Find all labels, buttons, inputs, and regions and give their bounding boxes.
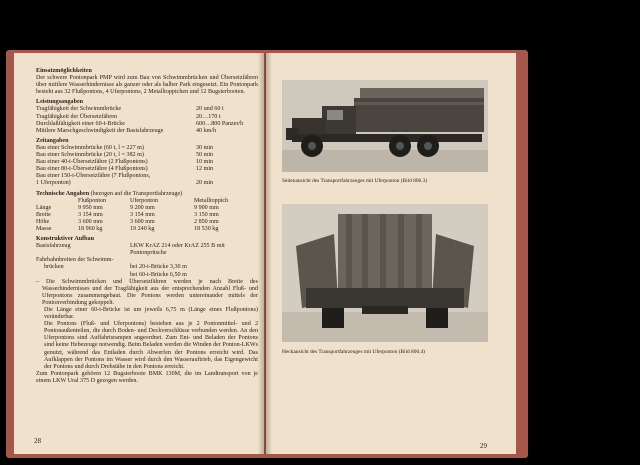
section-text: Der schwere Pontonpark PMP wird zum Bau von Schwimmbrücken und Übersetzfähren über mittlere Wasserhindernisse als ganzer oder als halber Park eingesetzt. Ein Pontonpark besteht aus 32 Flußpontons, 4 Uferpontons, 2 Metalltoppichen und 12 Bugsierbooten. bbox=[36, 75, 258, 96]
cell: 2 850 mm bbox=[194, 218, 219, 225]
cell: 19 240 kg bbox=[130, 225, 155, 232]
leistung-table bbox=[36, 106, 243, 134]
cell: 18 960 kg bbox=[78, 225, 103, 232]
cell-label: Basisfahrzeug bbox=[36, 243, 71, 250]
cell: Länge bbox=[36, 204, 52, 211]
cell-value: 20 und 60 t bbox=[196, 106, 224, 113]
zeit-heading: Zeitangaben bbox=[36, 137, 69, 144]
cell: 3 600 mm bbox=[78, 218, 103, 225]
cell: 3 150 mm bbox=[194, 211, 219, 218]
caption-rear-view: Heckansicht des Transportfahrzeuges mit Uferponton (Bild 806.4) bbox=[282, 349, 425, 355]
cell-label: Mittlere Marschgeschwindigkeit der Basisfahrzeuge bbox=[36, 127, 164, 134]
technik-table bbox=[36, 198, 228, 233]
cell-label: Bau einer Schwimmbrücke (20 t, l = 382 m) bbox=[36, 152, 144, 159]
table-row bbox=[36, 205, 228, 212]
column-header: Flußponton bbox=[78, 197, 107, 204]
cell: 3 600 mm bbox=[130, 218, 155, 225]
cell-value: 30 min bbox=[196, 144, 214, 151]
book-gutter bbox=[258, 53, 272, 454]
cell-value: 10 min bbox=[196, 159, 214, 166]
cell-label: Bau einer 80-t-Übersetzfähre (4 Flußpontons) bbox=[36, 166, 148, 173]
aufbau-paragraph: Die Länge einer 60-t-Brücke ist um jeweils 6,75 m (Länge eines Flußpontons) veränderbar. bbox=[44, 307, 258, 321]
cell: 18 530 kg bbox=[194, 225, 219, 232]
page-number-left: 28 bbox=[34, 437, 41, 445]
section-heading: Einsatzmöglichkeiten bbox=[36, 68, 92, 74]
cell-value: 600…800 Panzer/h bbox=[196, 120, 244, 127]
cell-label: Durchlaßfähigkeit einer 60-t-Brücke bbox=[36, 120, 125, 127]
aufbau-table bbox=[36, 243, 225, 278]
cell-value: 20…170 t bbox=[196, 113, 221, 120]
technik-heading: Technische Angaben bbox=[36, 190, 90, 197]
cell-value: 20 min bbox=[196, 180, 214, 187]
technik-heading-line bbox=[36, 191, 258, 198]
cell-value: 50 min bbox=[196, 152, 214, 159]
cell-value bbox=[196, 173, 213, 180]
zeit-table bbox=[36, 145, 213, 188]
fahrbahn-1: bei 20-t-Brücke 3,30 m bbox=[130, 264, 187, 271]
basis-value-1: LKW KrAZ 214 oder KrAZ 255 B mit bbox=[130, 243, 225, 250]
column-header: Metalltoppich bbox=[194, 197, 229, 204]
aufbau-paragraph: Die Pontons (Fluß- und Uferpontons) bestehen aus je 2 Pontonmittel- und 2 Pontonaußenteilen, die durch Boden- und Deckverschlüsse verbunden werden. An den Uferpontons sind Auffahrtsrampen angeordnet. Zum Ent- und Beladen der Pontons sind keine Hebezeuge notwendig. Beim Beladen werden die Winden der Ponton-LKWs genutzt, während das Entladen durch Abwerfen der Pontons erreicht wird. Das Aufklappen der Pontons im Wasser wird durch den Wasserauftrieb, das Eigengewicht der Pontons und durch Drehstäbe in den Pontons erreicht. bbox=[44, 321, 258, 370]
cell-label bbox=[36, 257, 130, 278]
cell-label: Tragfähigkeit der Übersetzfähren bbox=[36, 113, 117, 120]
cell-label: Bau einer 150-t-Übersetzfähre (7 Flußpontons, bbox=[36, 173, 151, 180]
caption-side-view: Seitenansicht des Transportfahrzeuges mit Uferponton (Bild 806.3) bbox=[282, 178, 428, 184]
cell: Breite bbox=[36, 211, 51, 218]
aufbau-paragraph: – Die Schwimmbrücken und Übersetzfähren werden je nach Breite des Wasserhindernisses und der Tragfähigkeit aus der entsprechenden Anzahl Fluß- und Uferpontons zusammengebaut. Die Pontons werden untereinander mittels der Pontonverbindung gekoppelt. bbox=[36, 278, 258, 306]
fahrbahn-label-2: brücken bbox=[44, 264, 64, 271]
cell: 9 950 mm bbox=[78, 204, 103, 211]
cell-label: Bau einer 40-t-Übersetzfähre (2 Flußpontons) bbox=[36, 159, 148, 166]
table-row bbox=[36, 128, 243, 135]
basis-value-2: Pontonpritsche bbox=[130, 250, 167, 257]
table-row bbox=[36, 145, 213, 152]
fahrbahn-2: bei 60-t-Brücke 6,50 m bbox=[130, 271, 187, 278]
table-row bbox=[36, 180, 213, 187]
cell-value: 40 km/h bbox=[196, 127, 217, 134]
table-row bbox=[36, 219, 228, 226]
table-row bbox=[36, 212, 228, 219]
closing-paragraph: Zum Pontonpark gehören 12 Bugsierboote BMK 130M, die im Landtransport von je einem LKW Ural 375 D gezogen werden. bbox=[36, 370, 258, 384]
table-row bbox=[36, 106, 243, 113]
truck-rear-illustration bbox=[282, 204, 488, 342]
cell: Masse bbox=[36, 225, 52, 232]
left-page-text bbox=[36, 68, 258, 385]
cell: 9 900 mm bbox=[194, 204, 219, 211]
cell-value bbox=[130, 243, 225, 257]
cell-label: Tragfähigkeit der Schwimmbrücke bbox=[36, 106, 122, 113]
truck-rear-photo bbox=[282, 204, 488, 342]
column-header: Uferponton bbox=[130, 197, 159, 204]
table-row bbox=[36, 114, 243, 121]
cell-label: Bau einer Schwimmbrücke (60 t, l = 227 m) bbox=[36, 144, 144, 151]
page-number-right: 29 bbox=[480, 442, 487, 450]
fahrbahn-label-1: Fahrbahnbreiten der Schwimm- bbox=[36, 257, 114, 264]
technik-heading-note: (bezogen auf die Transportfahrzeuge) bbox=[90, 190, 183, 197]
cell: 9 200 mm bbox=[130, 204, 155, 211]
aufbau-heading: Konstruktiver Aufbau bbox=[36, 236, 94, 243]
column-header bbox=[36, 198, 78, 205]
cell-label: 1 Uferponton) bbox=[36, 180, 71, 187]
truck-side-illustration bbox=[282, 80, 488, 172]
table-header-row bbox=[36, 198, 228, 205]
table-row bbox=[36, 121, 243, 128]
cell-value bbox=[130, 257, 225, 278]
cell: 3 154 mm bbox=[78, 211, 103, 218]
cell-value: 12 min bbox=[196, 166, 214, 173]
truck-side-photo bbox=[282, 80, 488, 172]
table-row bbox=[36, 257, 225, 278]
table-row bbox=[36, 243, 225, 257]
table-row bbox=[36, 226, 228, 233]
leistung-heading: Leistungsangaben bbox=[36, 99, 84, 106]
cell: Höhe bbox=[36, 218, 50, 225]
cell: 3 154 mm bbox=[130, 211, 155, 218]
